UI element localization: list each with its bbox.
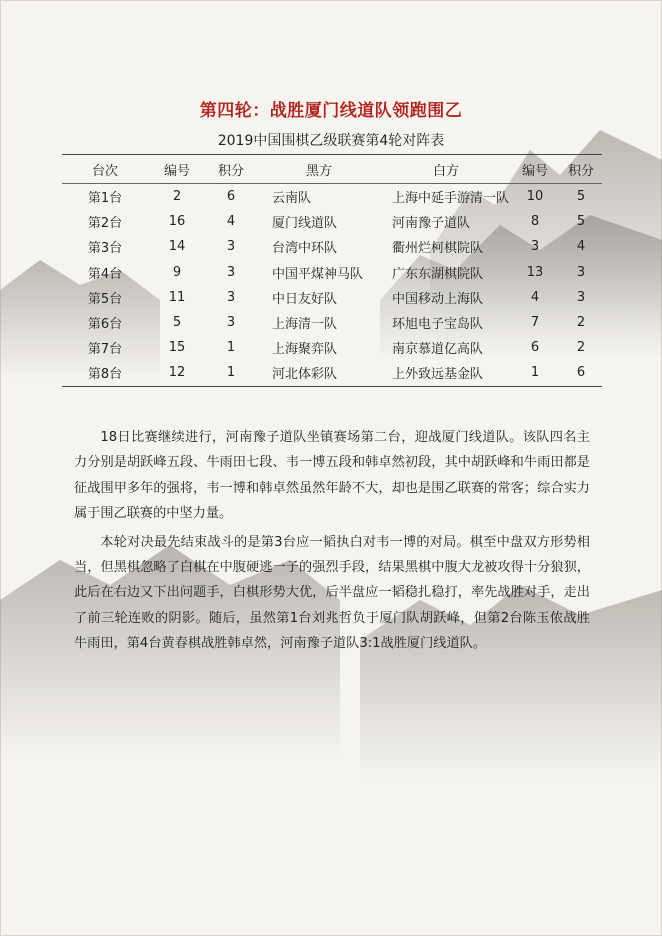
white-points-cell: 4 (576, 239, 586, 255)
black-team-cell: 河北体彩队 (256, 360, 382, 386)
black-points-cell: 3 (226, 264, 236, 280)
white-team-cell: 环旭电子宝岛队 (392, 317, 484, 333)
black-team-cell: 中日友好队 (272, 291, 338, 307)
pairings-table (62, 154, 602, 387)
paragraph: 本轮对决最先结束战斗的是第3台应一韬执白对韦一博的对局。棋至中盘双方形势相当，但黑棋忽略了白棋在中腹硬逃一子的强烈手段，结果黑棋中腹大龙被攻得十分狼狈，此后在右边又下出问题手，白棋形势大优，后半盘应一韬稳扎稳打，率先战胜对手，走出了前三轮连败的阴影。随后，虽然第1台刘兆哲负于厦门队胡跃峰，但第2台陈玉侬战胜牛雨田，第4台黄春棋战胜韩卓然，河南豫子道队3:1战胜厦门线道队。 (74, 534, 590, 652)
white-team-cell: 中国移动上海队 (392, 291, 484, 307)
black-number-cell: 2 (172, 189, 182, 205)
white-number-cell: 3 (530, 239, 540, 255)
header-board: 台次 (62, 155, 148, 184)
black-team-cell: 云南队 (272, 191, 312, 207)
article-title: 第四轮：战胜厦门线道队领跑围乙 (199, 101, 463, 121)
board-cell: 第8台 (62, 360, 148, 386)
white-number-cell: 10 (526, 189, 544, 205)
article-body (74, 425, 590, 660)
white-points-cell: 3 (576, 264, 586, 280)
board-cell: 第4台 (87, 266, 123, 282)
black-number-cell: 11 (168, 289, 186, 305)
board-cell: 第7台 (87, 342, 123, 358)
header-black-team: 黑方 (256, 155, 382, 184)
board-cell: 第2台 (87, 216, 123, 232)
black-points-cell: 3 (226, 289, 236, 305)
white-points-cell: 2 (576, 340, 586, 356)
table-caption: 2019中国围棋乙级联赛第4轮对阵表 (217, 133, 445, 149)
white-points-cell: 5 (576, 189, 586, 205)
header-black-number: 编号 (148, 155, 206, 184)
white-points-cell: 5 (576, 214, 586, 230)
board-cell: 第6台 (87, 317, 123, 333)
black-number-cell: 12 (148, 360, 206, 386)
table-row (62, 234, 602, 259)
white-number-cell: 4 (530, 289, 540, 305)
black-team-cell: 上海清一队 (272, 317, 338, 333)
white-team-cell: 上海中延手游清一队 (392, 191, 510, 207)
white-team-cell: 广东东湖棋院队 (392, 266, 484, 282)
white-number-cell: 1 (510, 360, 560, 386)
black-points-cell: 3 (226, 315, 236, 331)
black-points-cell: 4 (226, 214, 236, 230)
black-number-cell: 14 (168, 239, 186, 255)
black-team-cell: 厦门线道队 (272, 216, 338, 232)
white-number-cell: 6 (530, 340, 540, 356)
paragraph: 18日比赛继续进行，河南豫子道队坐镇赛场第二台，迎战厦门线道队。该队四名主力分别是胡跃峰五段、牛雨田七段、韦一博五段和韩卓然初段，其中胡跃峰和牛雨田都是征战围甲多年的强将，韦一博和韩卓然虽然年龄不大，却也是围乙联赛的常客；综合实力属于围乙联赛的中坚力量。 (74, 430, 590, 522)
black-number-cell: 16 (168, 214, 186, 230)
black-team-cell: 台湾中环队 (272, 241, 338, 257)
table-row (62, 310, 602, 335)
table-header-row (62, 155, 602, 184)
white-team-cell: 上外致远基金队 (382, 360, 510, 386)
white-team-cell: 南京慕道亿高队 (392, 342, 484, 358)
black-team-cell: 上海聚弈队 (272, 342, 338, 358)
table-row (62, 260, 602, 285)
table-row (62, 285, 602, 310)
header-black-points: 积分 (206, 155, 256, 184)
black-number-cell: 5 (172, 315, 182, 331)
board-cell: 第1台 (87, 191, 123, 207)
header-white-number: 编号 (510, 155, 560, 184)
black-points-cell: 6 (226, 189, 236, 205)
black-team-cell: 中国平煤神马队 (272, 266, 364, 282)
white-number-cell: 8 (530, 214, 540, 230)
header-white-team: 白方 (382, 155, 510, 184)
black-number-cell: 9 (172, 264, 182, 280)
white-number-cell: 13 (526, 264, 544, 280)
white-number-cell: 7 (530, 315, 540, 331)
white-points-cell: 6 (560, 360, 602, 386)
table-row (62, 184, 602, 210)
black-points-cell: 3 (226, 239, 236, 255)
black-points-cell: 1 (226, 340, 236, 356)
table-row (62, 209, 602, 234)
white-points-cell: 3 (576, 289, 586, 305)
table-row (62, 360, 602, 386)
black-points-cell: 1 (206, 360, 256, 386)
white-points-cell: 2 (576, 315, 586, 331)
black-number-cell: 15 (168, 340, 186, 356)
table-row (62, 335, 602, 360)
board-cell: 第5台 (87, 291, 123, 307)
white-team-cell: 衢州烂柯棋院队 (392, 241, 484, 257)
white-team-cell: 河南豫子道队 (392, 216, 471, 232)
header-white-points: 积分 (560, 155, 602, 184)
board-cell: 第3台 (87, 241, 123, 257)
